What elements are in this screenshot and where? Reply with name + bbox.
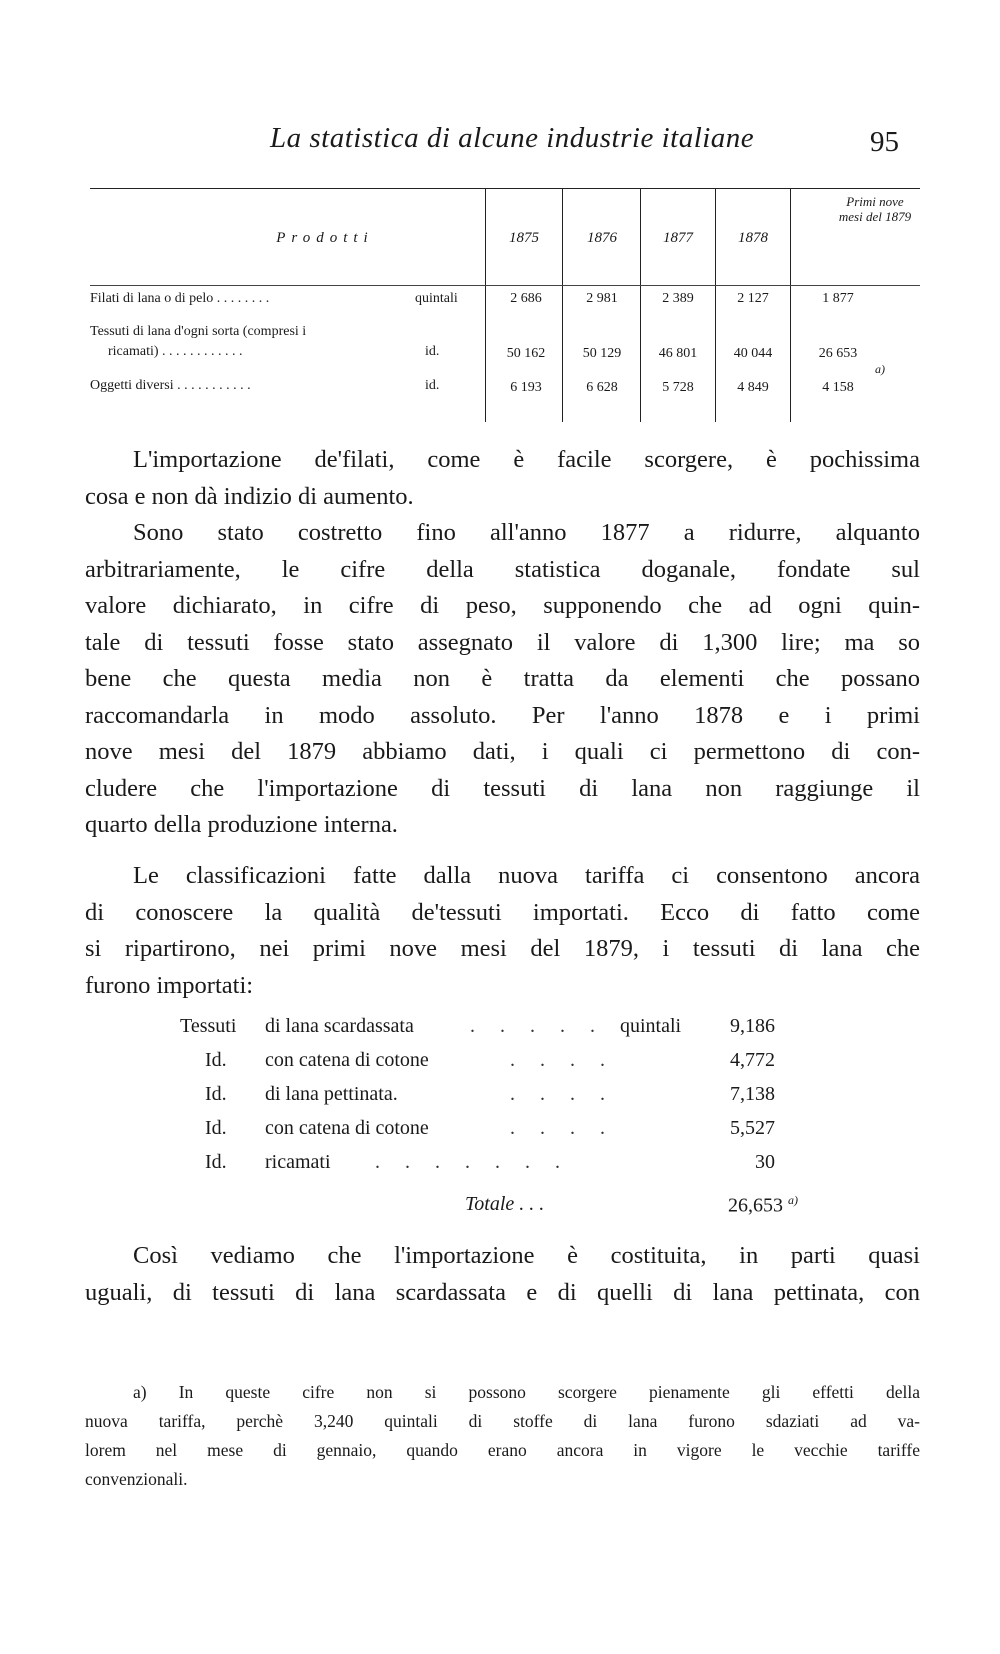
footnote-line: a) In queste cifre non si possono scorgere pienamente gli effetti della — [133, 1382, 920, 1402]
table-cell: 2 127 — [737, 291, 769, 306]
row-label-fabrics-cont: ricamati) . . . . . . . . . . . . — [108, 344, 243, 359]
table-cell: 2 686 — [510, 291, 542, 306]
row-unit: id. — [425, 344, 440, 359]
footnote-line: nuova tariffa, perchè 3,240 quintali di stoffe di lana furono sdaziati ad va- — [85, 1411, 920, 1431]
item-description: ricamati — [265, 1151, 331, 1173]
item-name: Id. — [205, 1151, 227, 1173]
text-line: arbitrariamente, le cifre della statistica doganale, fondate sul — [85, 555, 920, 583]
item-quantity: 30 — [755, 1151, 775, 1173]
table-header-rule — [90, 285, 920, 286]
text-line: cludere che l'importazione di tessuti di lana non raggiunge il — [85, 774, 920, 802]
item-description: di lana pettinata. — [265, 1083, 398, 1105]
footnote-line: lorem nel mese di gennaio, quando erano ancora in vigore le vecchie tariffe — [85, 1440, 920, 1460]
paragraph — [85, 442, 920, 515]
item-name: Id. — [205, 1049, 227, 1071]
column-divider — [790, 188, 791, 422]
text-line: Le classificazioni fatte dalla nuova tariffa ci consentono ancora — [133, 862, 920, 889]
text-line: valore dichiarato, in cifre di peso, supponendo che ad ogni quin- — [85, 592, 920, 619]
text-line: si ripartirono, nei primi nove mesi del 1879, i tessuti di lana che — [85, 935, 920, 962]
table-cell: 2 981 — [586, 291, 618, 306]
table-cell: 6 628 — [586, 380, 618, 395]
paragraph — [85, 1238, 920, 1311]
row-label-fabrics: Tessuti di lana d'ogni sorta (compresi i — [90, 324, 307, 339]
row-unit: quintali — [415, 291, 458, 306]
table-cell: 50 162 — [506, 346, 546, 361]
row-label-other: Oggetti diversi . . . . . . . . . . . — [90, 378, 251, 393]
row-label-yarns: Filati di lana o di pelo . . . . . . . . — [90, 291, 270, 306]
row-unit: id. — [425, 378, 440, 393]
footnote — [85, 1378, 920, 1494]
list-item — [180, 1117, 820, 1151]
table-cell: 4 158 — [822, 380, 854, 395]
list-item — [180, 1015, 820, 1049]
item-name: Tessuti — [180, 1015, 237, 1037]
table-note-marker: a) — [875, 362, 885, 376]
table-top-rule — [90, 188, 920, 189]
text-line: L'importazione de'filati, come è facile scorgere, è pochissima — [133, 446, 920, 473]
table-cell: 26 653 — [818, 346, 858, 361]
list-item — [180, 1151, 820, 1185]
column-divider — [562, 188, 563, 422]
column-divider — [485, 188, 486, 422]
column-header-1879: Primi nove mesi del 1879 — [838, 194, 912, 224]
item-unit: quintali — [620, 1015, 682, 1037]
leader-dots: . . . . . . . — [375, 1151, 570, 1173]
item-quantity: 9,186 — [730, 1015, 775, 1037]
column-header-products: Prodotti — [276, 230, 374, 246]
item-name: Id. — [205, 1083, 227, 1105]
column-header-1878: 1878 — [738, 230, 768, 246]
text-line: Sono stato costretto fino all'anno 1877 a ridurre, alquanto — [133, 519, 920, 546]
leader-dots: . . . . . — [470, 1015, 605, 1037]
paragraph — [85, 515, 920, 844]
item-quantity: 4,772 — [730, 1049, 775, 1071]
leader-dots: . . . . — [510, 1049, 615, 1071]
text-line: di conoscere la qualità de'tessuti importati. Ecco di fatto come — [85, 898, 920, 926]
text-line: Così vediamo che l'importazione è costituita, in parti quasi — [133, 1242, 920, 1269]
leader-dots: . . . . — [510, 1083, 615, 1105]
list-item — [180, 1049, 820, 1083]
column-header-1875: 1875 — [509, 230, 539, 246]
item-description: con catena di cotone — [265, 1117, 429, 1139]
total-value: 26,653 — [728, 1194, 783, 1217]
text-line: furono importati: — [85, 971, 254, 999]
list-total — [180, 1193, 820, 1227]
table-cell: 5 728 — [662, 380, 694, 395]
text-line: raccomandarla in modo assoluto. Per l'anno 1878 e i primi — [85, 701, 920, 729]
total-note-marker: a) — [788, 1193, 798, 1207]
text-line: uguali, di tessuti di lana scardassata e di quelli di lana pettinata, con — [85, 1278, 920, 1306]
table-cell: 1 877 — [822, 291, 854, 306]
item-description: di lana scardassata — [265, 1015, 414, 1037]
text-line: cosa e non dà indizio di aumento. — [85, 482, 414, 510]
column-header-1877: 1877 — [663, 230, 693, 246]
table-cell: 40 044 — [733, 346, 773, 361]
text-line: bene che questa media non è tratta da elementi che possano — [85, 665, 920, 692]
item-quantity: 5,527 — [730, 1117, 775, 1139]
column-divider — [715, 188, 716, 422]
text-line: tale di tessuti fosse stato assegnato il valore di 1,300 lire; ma so — [85, 628, 920, 656]
column-divider — [640, 188, 641, 422]
leader-dots: . . . . — [510, 1117, 615, 1139]
column-header-1876: 1876 — [587, 230, 617, 246]
footnote-line: convenzionali. — [85, 1469, 188, 1489]
item-quantity: 7,138 — [730, 1083, 775, 1105]
total-label: Totale . . . — [465, 1193, 545, 1215]
table-cell: 4 849 — [737, 380, 769, 395]
table-cell: 2 389 — [662, 291, 694, 306]
table-cell: 46 801 — [658, 346, 698, 361]
item-description: con catena di cotone — [265, 1049, 429, 1071]
total-value-wrap — [728, 1193, 798, 1218]
list-item — [180, 1083, 820, 1117]
item-name: Id. — [205, 1117, 227, 1139]
statistics-table — [90, 188, 920, 428]
table-cell: 50 129 — [582, 346, 622, 361]
paragraph — [85, 858, 920, 1004]
text-line: quarto della produzione interna. — [85, 811, 398, 838]
table-cell: 6 193 — [510, 380, 542, 395]
page-number: 95 — [870, 126, 899, 158]
running-title: La statistica di alcune industrie italiane — [270, 122, 755, 154]
text-line: nove mesi del 1879 abbiamo dati, i quali ci permettono di con- — [85, 738, 920, 765]
